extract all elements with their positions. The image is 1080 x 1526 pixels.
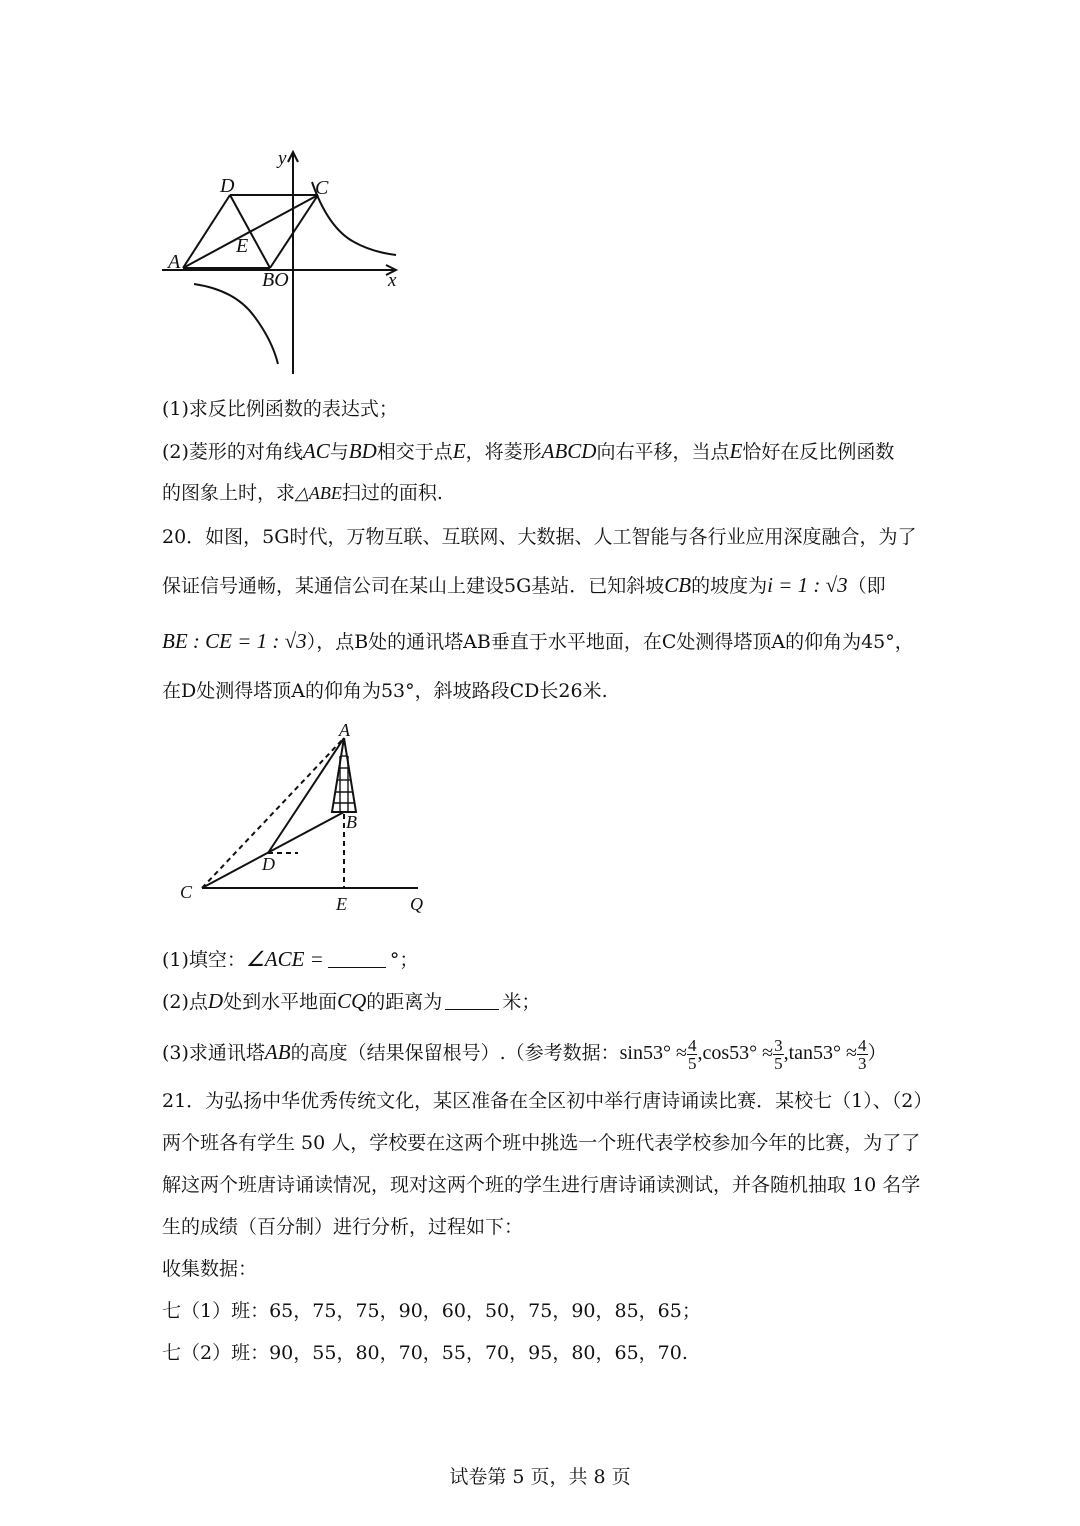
fig2-label-D: D (262, 854, 275, 874)
q19-part1: (1)求反比例函数的表达式； (162, 398, 398, 420)
slope-CB (202, 812, 344, 888)
frac-4-5-den: 5 (687, 1053, 697, 1073)
q19-p2-pre: (2)菱形的对角线 (162, 441, 303, 463)
q20-s2-mid2: 的距离为 (366, 991, 443, 1013)
label-BO: BO (262, 269, 289, 291)
q20-s3-mid: 的高度（结果保留根号）.（参考数据： (290, 1042, 620, 1064)
frac-3-5-den: 5 (774, 1053, 783, 1073)
q20-s3-ab: AB (264, 1040, 291, 1064)
q19-triangle: △ABE (295, 483, 342, 503)
q20-l3-rest: ），点B处的通讯塔AB垂直于水平地面，在C处测得塔顶A的仰角为45°， (306, 631, 914, 653)
label-y: y (278, 148, 287, 169)
q19-p3-pre: 的图象上时，求 (162, 482, 296, 504)
q21-line4: 生的成绩（百分制）进行分析，过程如下： (162, 1216, 524, 1238)
q19-p2-mid3: ，将菱形 (465, 441, 542, 463)
q20-line2 (162, 572, 932, 599)
fig2-label-A: A (339, 722, 350, 740)
q20-line3 (162, 628, 932, 655)
q21-class2-data: 七（2）班：90，55，80，70，55，70，95，80，65，70. (162, 1342, 688, 1364)
q20-line4: 在D处测得塔顶A的仰角为53°，斜坡路段CD长26米. (162, 680, 608, 702)
q20-s2-pre: (2)点 (162, 991, 208, 1013)
q20-cb: CB (664, 573, 692, 597)
fig2-label-B: B (346, 812, 357, 832)
q21-line2: 两个班各有学生 50 人，学校要在这两个班中挑选一个班代表学校参加今年的比赛，为了了 (162, 1132, 921, 1154)
q20-s3-end: ） (867, 1042, 887, 1064)
q20-answer-blank-2[interactable] (445, 989, 499, 1010)
fig2-label-Q: Q (410, 894, 423, 914)
figure-tower-slope (170, 722, 440, 922)
q20-sin53: sin53° ≈ (619, 1042, 687, 1064)
q20-l2-end: （即 (847, 575, 886, 597)
q20-tan53: ,tan53° ≈ (783, 1042, 858, 1064)
q20-angle-ace: ∠ACE = (245, 947, 324, 971)
q19-part2 (162, 438, 932, 465)
label-C: C (315, 177, 329, 199)
q19-p3-end: 扫过的面积. (341, 482, 443, 504)
line-DA (268, 738, 344, 853)
label-x: x (388, 270, 397, 291)
fig2-label-E: E (336, 894, 347, 914)
q20-s3-pre: (3)求通讯塔 (162, 1042, 265, 1064)
frac-4-3 (857, 1037, 868, 1072)
q21-line1: 21．为弘扬中华优秀传统文化，某区准备在全区初中举行唐诗诵读比赛．某校七（1）、（2） (162, 1090, 933, 1112)
q20-cq: CQ (337, 989, 367, 1013)
q20-s2-d: D (207, 989, 224, 1013)
q20-sub2 (162, 988, 932, 1015)
q19-p2-mid2: 相交于点 (376, 441, 453, 463)
q20-l2-pre: 保证信号通畅，某通信公司在某山上建设5G基站．已知斜坡 (162, 575, 665, 597)
frac-4-5-num: 4 (687, 1035, 697, 1055)
line-AD (183, 195, 230, 268)
label-D: D (220, 175, 235, 197)
q20-slope-formula: i = 1 : √3 (767, 573, 848, 597)
q20-cos53: ,cos53° ≈ (697, 1042, 774, 1064)
q19-e2: E (729, 439, 743, 463)
q20-s2-mid: 处到水平地面 (223, 991, 338, 1013)
frac-4-3-den: 3 (858, 1053, 867, 1073)
q20-answer-blank-1[interactable] (328, 947, 386, 968)
frac-4-5 (687, 1037, 698, 1072)
q20-sub3 (162, 1032, 932, 1072)
q19-p2-end: 恰好在反比例函数 (742, 441, 895, 463)
q20-s2-end: 米； (502, 991, 541, 1013)
frac-3-5 (773, 1037, 784, 1072)
q21-collect-label: 收集数据： (162, 1258, 258, 1280)
hyperbola-branch-2 (194, 284, 278, 364)
q19-part2-cont (162, 480, 932, 506)
q20-line1: 20．如图，5G时代，万物互联、互联网、大数据、人工智能与各行业应用深度融合，为了 (162, 526, 917, 548)
q21-line3: 解这两个班唐诗诵读情况，现对这两个班的学生进行唐诗诵读测试，并各随机抽取 10 名学 (162, 1174, 921, 1196)
q19-e: E (452, 439, 466, 463)
figure-rhombus-hyperbola (160, 140, 410, 380)
q20-sub1 (162, 946, 932, 973)
q20-ratio-formula: BE : CE = 1 : √3 (162, 629, 307, 653)
frac-3-5-num: 3 (774, 1035, 783, 1055)
label-A: A (168, 251, 181, 273)
q19-p2-mid1: 与 (329, 441, 349, 463)
q19-abcd: ABCD (541, 439, 597, 463)
q19-p2-mid4: 向右平移，当点 (596, 441, 730, 463)
q20-s1-end: °； (389, 949, 419, 971)
line-BD (230, 195, 270, 268)
page-footer: 试卷第 5 页，共 8 页 (449, 1466, 631, 1488)
frac-4-3-num: 4 (858, 1035, 867, 1055)
q20-s1-pre: (1)填空： (162, 949, 246, 971)
q19-bd: BD (348, 439, 377, 463)
fig2-label-C: C (180, 882, 193, 902)
q21-class1-data: 七（1）班：65，75，75，90，60，50，75，90，85，65； (162, 1300, 701, 1322)
q19-ac: AC (302, 439, 330, 463)
q20-l2-mid: 的坡度为 (691, 575, 768, 597)
label-E: E (236, 235, 249, 257)
